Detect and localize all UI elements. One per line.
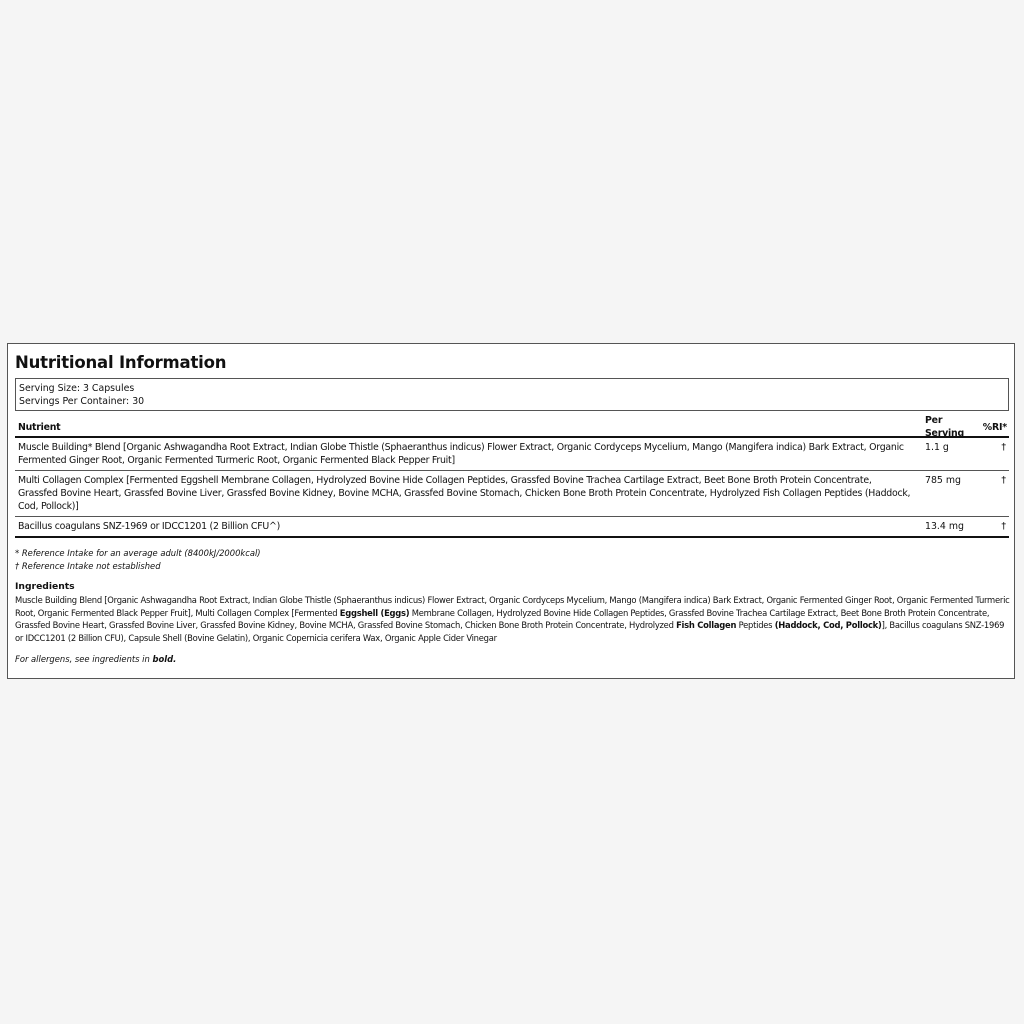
ingredients-list bbox=[15, 594, 1011, 644]
ingredients-text-part: Membrane Collagen, Hydrolyzed Bovine Hide Collagen Peptides, Grassfed Bovine Trachea Cartilage Extract, Beet Bone Broth Protein Concentrate, Grassfed Bovine Heart, Grassfed Bovine Liver, Grassfed Bovine Kidney, Bovine MCHA, Grassfed Bovine Stomach, Chicken Bone Broth Protein Concentrate, Hydrolyzed bbox=[15, 607, 990, 631]
panel-title: Nutritional Information bbox=[15, 353, 227, 372]
header-per-serving: Per Serving bbox=[925, 415, 965, 439]
nutrient-name: Multi Collagen Complex [Fermented Eggshell Membrane Collagen, Hydrolyzed Bovine Hide Collagen Peptides, Grassfed Bovine Trachea Cartilage Extract, Beet Bone Broth Protein Concentrate, Grassfed Bovine Heart, Grassfed Bovine Liver, Grassfed Bovine Kidney, Bovine MCHA, Grassfed Bovine Stomach, Chicken Bone Broth Protein Concentrate, Hydrolyzed Fish Collagen Peptides (Haddock, Cod, Pollock)] bbox=[18, 475, 911, 512]
table-row bbox=[15, 438, 1009, 471]
allergen-fish-collagen: Fish Collagen bbox=[676, 620, 737, 631]
allergen-note-bold: bold. bbox=[152, 654, 177, 664]
header-nutrient: Nutrient bbox=[18, 421, 61, 433]
table-header bbox=[15, 415, 1009, 439]
allergen-note-text: For allergens, see ingredients in bbox=[15, 654, 153, 664]
nutrient-ri: † bbox=[1001, 442, 1006, 453]
ingredients-text-part: ], Bacillus coagulans SNZ-1969 or IDCC1201 (2 Billion CFU), Capsule Shell (Bovine Gelatin), Organic Copernicia cerifera Wax, Organic Apple Cider Vinegar bbox=[15, 620, 1005, 643]
servings-per-container: Servings Per Container: 30 bbox=[19, 396, 145, 407]
nutrient-amount: 1.1 g bbox=[925, 442, 949, 453]
nutrient-ri: † bbox=[1001, 521, 1006, 532]
allergen-eggshell: Eggshell (Eggs) bbox=[339, 607, 410, 618]
serving-info-box bbox=[15, 378, 1009, 411]
nutrient-name: Muscle Building* Blend [Organic Ashwagandha Root Extract, Indian Globe Thistle (Sphaeranthus indicus) Flower Extract, Organic Cordyceps Mycelium, Mango (Mangifera indica) Bark Extract, Organic Fermented Ginger Root, Organic Fermented Turmeric Root, Organic Fermented Black Pepper Fruit] bbox=[18, 442, 904, 466]
header-ri: %RI* bbox=[982, 421, 1007, 433]
nutrient-amount: 785 mg bbox=[925, 475, 961, 486]
footnotes bbox=[15, 547, 261, 572]
nutrient-ri: † bbox=[1001, 475, 1006, 486]
serving-size: Serving Size: 3 Capsules bbox=[19, 383, 135, 394]
ingredients-heading: Ingredients bbox=[15, 581, 75, 592]
nutrition-panel bbox=[7, 343, 1015, 679]
ingredients-text-part: Peptides bbox=[736, 620, 775, 631]
table-row bbox=[15, 517, 1009, 538]
nutrient-amount: 13.4 mg bbox=[925, 521, 964, 532]
nutrient-table bbox=[15, 415, 1009, 538]
footnote-reference-intake: * Reference Intake for an average adult (8400kJ/2000kcal) bbox=[15, 548, 261, 558]
footnote-not-established: † Reference Intake not established bbox=[15, 560, 161, 571]
nutrient-name: Bacillus coagulans SNZ-1969 or IDCC1201 (2 Billion CFU^) bbox=[18, 521, 280, 532]
table-row bbox=[15, 471, 1009, 517]
ingredients-text-part: Muscle Building Blend [Organic Ashwagandha Root Extract, Indian Globe Thistle (Sphaeranthus indicus) Flower Extract, Organic Cordyceps Mycelium, Mango (Mangifera indica) Bark Extract, Organic Fermented Ginger Root, Organic Fermented Turmeric Root, Organic Fermented Black Pepper Fruit], Multi Collagen Complex [Fermented bbox=[15, 595, 1010, 618]
allergen-note bbox=[15, 653, 176, 665]
allergen-fish-species: (Haddock, Cod, Pollock) bbox=[774, 620, 882, 631]
